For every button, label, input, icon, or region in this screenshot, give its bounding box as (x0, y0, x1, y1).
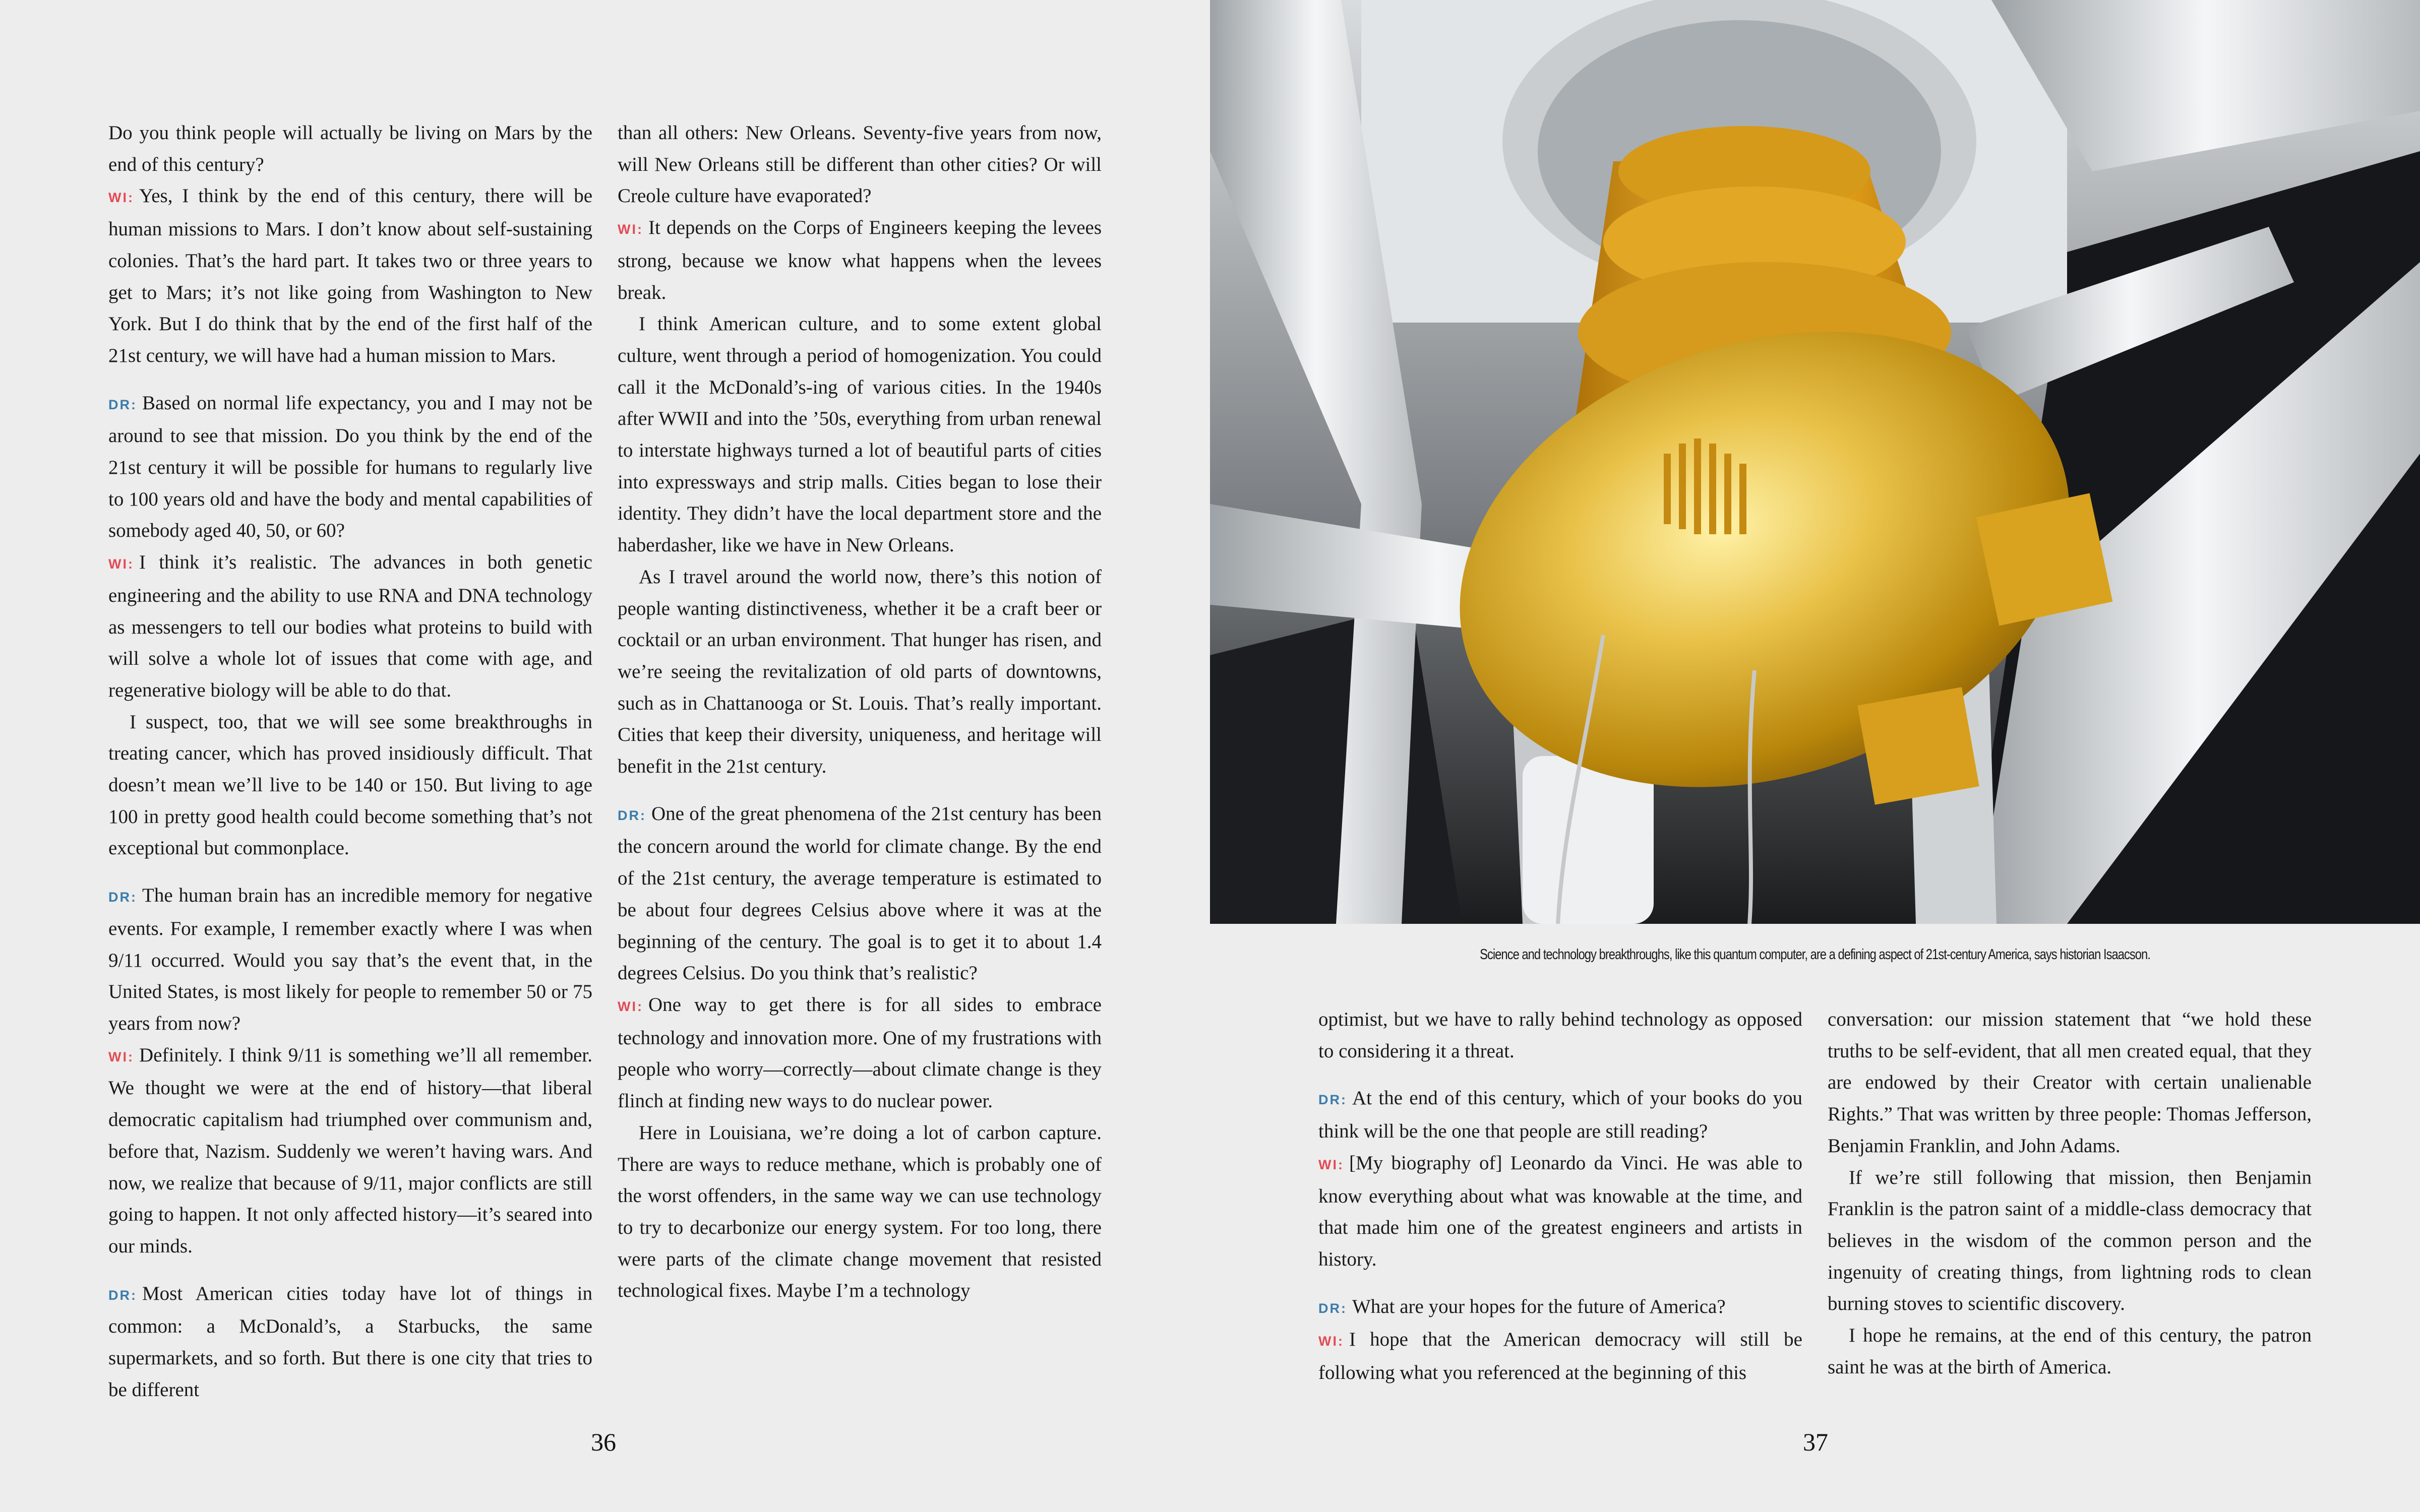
page-number-left: 36 (591, 1428, 616, 1456)
speaker-label-wi: WI: (108, 556, 134, 572)
question-paragraph: Do you think people will actually be living on Mars by the end of this century? (108, 122, 592, 175)
question-paragraph: DR: At the end of this century, which of your books do you think will be the one that people are still reading? (1318, 1087, 1802, 1143)
left-page-column-2 (618, 117, 1102, 1307)
answer-paragraph: Here in Louisiana, we’re doing a lot of carbon capture. There are ways to reduce methane, which is probably one of the worst offenders, in the same way we can use technology to try to decarbonize our energy system. For too long, there were parts of the climate change movement that resisted technological fixes. Maybe I’m a technology (618, 1121, 1102, 1302)
speaker-label-dr: DR: (1318, 1300, 1347, 1316)
right-page-column-1 (1318, 1004, 1802, 1389)
answer-paragraph: As I travel around the world now, there’s this notion of people wanting distinctiveness, whether it be a craft beer or cocktail or an urban environment. That hunger has risen, and we’re seeing the revitalization of old parts of downtowns, such as in Chattanooga or St. Louis. That’s really important. Cities that keep their diversity, uniqueness, and heritage will benefit in the 21st century. (618, 565, 1102, 778)
question-paragraph: than all others: New Orleans. Seventy-five years from now, will New Orleans still be different than other cities? Or will Creole culture have evaporated? (618, 122, 1102, 207)
answer-paragraph: WI: I hope that the American democracy will still be following what you referenced at the beginning of this (1318, 1329, 1802, 1384)
page-number-right: 37 (1803, 1428, 1828, 1456)
speaker-label-dr: DR: (108, 397, 137, 412)
speaker-label-dr: DR: (108, 1287, 137, 1303)
speaker-label-wi: WI: (108, 190, 134, 206)
question-paragraph: DR: Based on normal life expectancy, you and I may not be around to see that mission. Do you think by the end of the 21st century it will be possible for humans to regularly live to 100 years old and have the body and mental capabilities of somebody aged 40, 50, or 60? (108, 392, 592, 542)
answer-paragraph: conversation: our mission statement that “we hold these truths to be self-evident, that all men created equal, that they are endowed by their Creator with certain unalienable Rights.” That was written by three people: Thomas Jefferson, Benjamin Franklin, and John Adams. (1828, 1009, 2312, 1157)
speaker-label-dr: DR: (618, 807, 646, 823)
question-paragraph: DR: The human brain has an incredible memory for negative events. For example, I remember exactly where I was when 9/11 occurred. Would you say that’s the event that, in the United States, is most likely for people to remember 50 or 75 years from now? (108, 885, 592, 1034)
answer-paragraph: I think American culture, and to some extent global culture, went through a period of homogenization. You could call it the McDonald’s-ing of various cities. In the 1940s after WWII and into the ’50s, everything from urban renewal to interstate highways turned a lot of beautiful parts of cities into expressways and strip malls. Cities began to lose their identity. They didn’t have the local department store and the haberdasher, like we have in New Orleans. (618, 313, 1102, 556)
answer-paragraph: I hope he remains, at the end of this century, the patron saint he was at the birth of America. (1828, 1325, 2312, 1378)
question-paragraph: DR: What are your hopes for the future of America? (1318, 1295, 1726, 1317)
right-page-column-2 (1828, 1004, 2312, 1383)
answer-paragraph: I suspect, too, that we will see some breakthroughs in treating cancer, which has proved insidiously difficult. That doesn’t mean we’ll live to be 140 or 150. But living to age 100 in pretty good health could become something that’s not exceptional but commonplace. (108, 711, 592, 859)
speaker-label-wi: WI: (1318, 1334, 1344, 1349)
answer-paragraph: WI: One way to get there is for all sides to embrace technology and innovation more. One of my frustrations with people who worry—correctly—about climate change is they flinch at finding new ways to do nuclear power. (618, 993, 1102, 1112)
speaker-label-wi: WI: (618, 998, 643, 1014)
speaker-label-dr: DR: (108, 890, 137, 905)
speaker-label-wi: WI: (618, 222, 643, 237)
answer-paragraph: WI: [My biography of] Leonardo da Vinci. He was able to know everything about what was knowable at the time, and that made him one of the greatest engineers and artists in history. (1318, 1152, 1802, 1270)
answer-paragraph: WI: Yes, I think by the end of this century, there will be human missions to Mars. I don’t know about self-sustaining colonies. That’s the hard part. It takes two or three years to get to Mars; it’s not like going from Washington to New York. But I do think that by the end of the first half of the 21st century, we will have had a human mission to Mars. (108, 185, 592, 366)
answer-paragraph: WI: I think it’s realistic. The advances in both genetic engineering and the ability to use RNA and DNA technology as messengers to tell our bodies what proteins to build with will solve a whole lot of issues that come with age, and regenerative biology will be able to do that. (108, 551, 592, 701)
answer-paragraph: optimist, but we have to rally behind technology as opposed to considering it a threat. (1318, 1009, 1802, 1062)
answer-paragraph: WI: Definitely. I think 9/11 is something we’ll all remember. We thought we were at the end of history—that liberal democratic capitalism had triumphed over communism and, before that, Nazism. Suddenly we weren’t having wars. And now, we realize that because of 9/11, major conflicts are still going to happen. It not only affected history—it’s seared into our minds. (108, 1044, 592, 1257)
left-page-column-1 (108, 117, 592, 1406)
question-paragraph: DR: Most American cities today have lot of things in common: a McDonald’s, a Starbucks, the same supermarkets, and so forth. But there is one city that tries to be different (108, 1282, 592, 1401)
quantum-computer-image (1210, 0, 2420, 924)
question-paragraph: DR: One of the great phenomena of the 21st century has been the concern around the world for climate change. By the end of the 21st century, the average temperature is estimated to be about four degrees Celsius above where it was at the beginning of the century. The goal is to get it to about 1.4 degrees Celsius. Do you think that’s realistic? (618, 802, 1102, 984)
quantum-computer-photo (1210, 0, 2420, 924)
speaker-label-dr: DR: (1318, 1092, 1347, 1108)
photo-caption: Science and technology breakthroughs, like this quantum computer, are a defining aspect of 21st-century America, says historian Isaacson. (1480, 947, 2150, 963)
answer-paragraph: If we’re still following that mission, then Benjamin Franklin is the patron saint of a middle-class democracy that believes in the wisdom of the common person and the ingenuity of creating things, from lightning rods to clean burning stoves to scientific discovery. (1828, 1166, 2312, 1315)
speaker-label-wi: WI: (1318, 1157, 1344, 1172)
speaker-label-wi: WI: (108, 1049, 134, 1064)
answer-paragraph: WI: It depends on the Corps of Engineers keeping the levees strong, because we know what happens when the levees break. (618, 217, 1102, 303)
